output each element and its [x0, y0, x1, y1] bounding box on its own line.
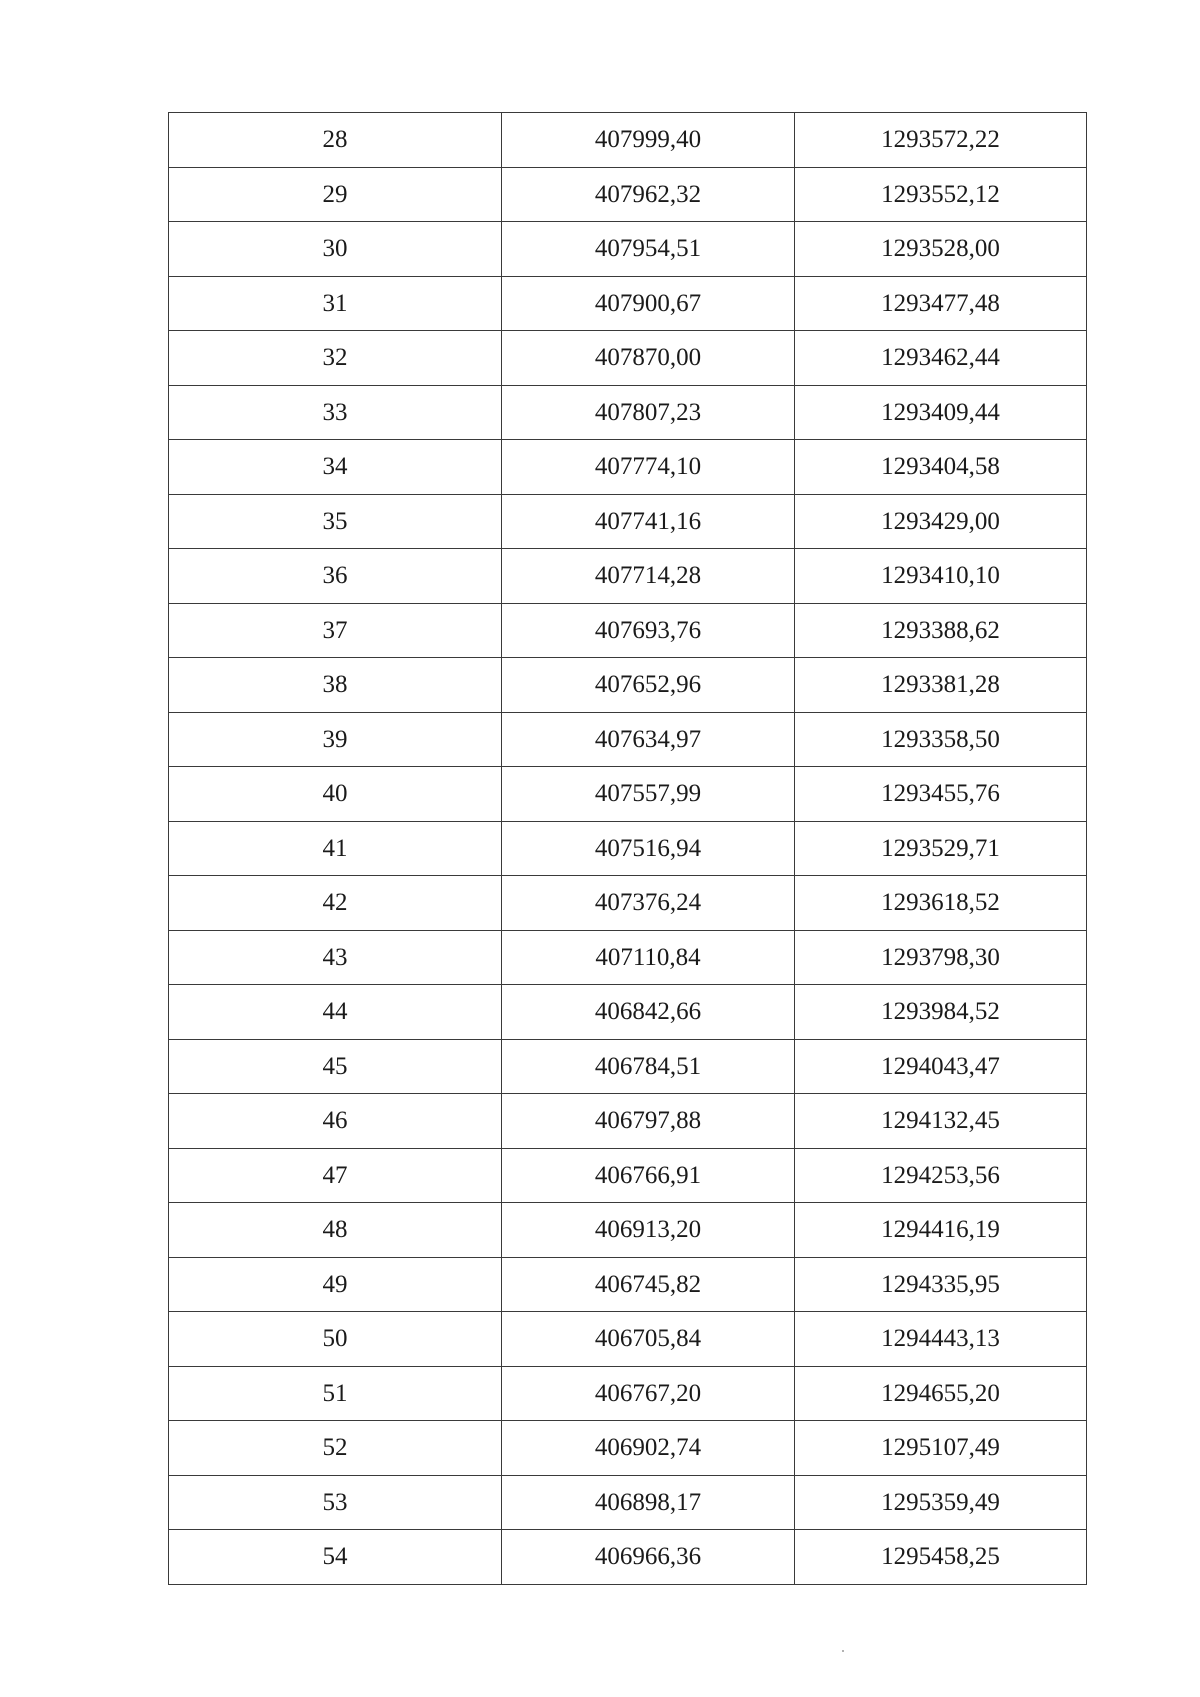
x-coordinate-cell: 407652,96 — [502, 658, 795, 713]
point-number-cell: 43 — [169, 930, 502, 985]
x-coordinate-cell: 406898,17 — [502, 1475, 795, 1530]
point-number-cell: 39 — [169, 712, 502, 767]
x-coordinate-cell: 407807,23 — [502, 385, 795, 440]
x-coordinate-cell: 406797,88 — [502, 1094, 795, 1149]
table-row — [169, 222, 1087, 277]
point-number-cell: 29 — [169, 167, 502, 222]
x-coordinate-cell: 407900,67 — [502, 276, 795, 331]
point-number-cell: 31 — [169, 276, 502, 331]
y-coordinate-cell: 1293409,44 — [795, 385, 1087, 440]
point-number-cell: 46 — [169, 1094, 502, 1149]
x-coordinate-cell: 407714,28 — [502, 549, 795, 604]
table-row — [169, 167, 1087, 222]
y-coordinate-cell: 1295107,49 — [795, 1421, 1087, 1476]
x-coordinate-cell: 407376,24 — [502, 876, 795, 931]
y-coordinate-cell: 1295359,49 — [795, 1475, 1087, 1530]
x-coordinate-cell: 406766,91 — [502, 1148, 795, 1203]
table-row — [169, 712, 1087, 767]
x-coordinate-cell: 407634,97 — [502, 712, 795, 767]
table-row — [169, 930, 1087, 985]
y-coordinate-cell: 1294253,56 — [795, 1148, 1087, 1203]
point-number-cell: 52 — [169, 1421, 502, 1476]
y-coordinate-cell: 1293529,71 — [795, 821, 1087, 876]
table-row — [169, 1366, 1087, 1421]
point-number-cell: 40 — [169, 767, 502, 822]
x-coordinate-cell: 407557,99 — [502, 767, 795, 822]
y-coordinate-cell: 1293388,62 — [795, 603, 1087, 658]
table-row — [169, 549, 1087, 604]
point-number-cell: 48 — [169, 1203, 502, 1258]
y-coordinate-cell: 1293572,22 — [795, 113, 1087, 168]
table-row — [169, 1039, 1087, 1094]
y-coordinate-cell: 1293462,44 — [795, 331, 1087, 386]
y-coordinate-cell: 1294416,19 — [795, 1203, 1087, 1258]
table-row — [169, 1094, 1087, 1149]
table-row — [169, 876, 1087, 931]
table-row — [169, 1257, 1087, 1312]
y-coordinate-cell: 1293410,10 — [795, 549, 1087, 604]
x-coordinate-cell: 406767,20 — [502, 1366, 795, 1421]
coordinates-table-body — [169, 113, 1087, 1585]
x-coordinate-cell: 407774,10 — [502, 440, 795, 495]
y-coordinate-cell: 1293429,00 — [795, 494, 1087, 549]
y-coordinate-cell: 1293455,76 — [795, 767, 1087, 822]
y-coordinate-cell: 1294443,13 — [795, 1312, 1087, 1367]
point-number-cell: 30 — [169, 222, 502, 277]
point-number-cell: 49 — [169, 1257, 502, 1312]
y-coordinate-cell: 1293528,00 — [795, 222, 1087, 277]
y-coordinate-cell: 1293358,50 — [795, 712, 1087, 767]
table-row — [169, 494, 1087, 549]
point-number-cell: 38 — [169, 658, 502, 713]
y-coordinate-cell: 1294335,95 — [795, 1257, 1087, 1312]
point-number-cell: 28 — [169, 113, 502, 168]
y-coordinate-cell: 1293798,30 — [795, 930, 1087, 985]
table-row — [169, 1421, 1087, 1476]
x-coordinate-cell: 407954,51 — [502, 222, 795, 277]
x-coordinate-cell: 407110,84 — [502, 930, 795, 985]
point-number-cell: 45 — [169, 1039, 502, 1094]
y-coordinate-cell: 1293381,28 — [795, 658, 1087, 713]
y-coordinate-cell: 1293618,52 — [795, 876, 1087, 931]
table-row — [169, 331, 1087, 386]
x-coordinate-cell: 407870,00 — [502, 331, 795, 386]
table-row — [169, 985, 1087, 1040]
x-coordinate-cell: 407999,40 — [502, 113, 795, 168]
x-coordinate-cell: 406966,36 — [502, 1530, 795, 1585]
x-coordinate-cell: 406902,74 — [502, 1421, 795, 1476]
y-coordinate-cell: 1294043,47 — [795, 1039, 1087, 1094]
table-row — [169, 821, 1087, 876]
point-number-cell: 36 — [169, 549, 502, 604]
table-row — [169, 440, 1087, 495]
y-coordinate-cell: 1293984,52 — [795, 985, 1087, 1040]
coordinates-table — [168, 112, 1087, 1585]
y-coordinate-cell: 1294132,45 — [795, 1094, 1087, 1149]
x-coordinate-cell: 406705,84 — [502, 1312, 795, 1367]
point-number-cell: 41 — [169, 821, 502, 876]
table-row — [169, 1312, 1087, 1367]
table-row — [169, 603, 1087, 658]
point-number-cell: 51 — [169, 1366, 502, 1421]
point-number-cell: 32 — [169, 331, 502, 386]
y-coordinate-cell: 1293477,48 — [795, 276, 1087, 331]
point-number-cell: 34 — [169, 440, 502, 495]
point-number-cell: 35 — [169, 494, 502, 549]
x-coordinate-cell: 407693,76 — [502, 603, 795, 658]
point-number-cell: 53 — [169, 1475, 502, 1530]
point-number-cell: 33 — [169, 385, 502, 440]
table-row — [169, 385, 1087, 440]
x-coordinate-cell: 406745,82 — [502, 1257, 795, 1312]
table-row — [169, 113, 1087, 168]
point-number-cell: 42 — [169, 876, 502, 931]
x-coordinate-cell: 406784,51 — [502, 1039, 795, 1094]
point-number-cell: 44 — [169, 985, 502, 1040]
x-coordinate-cell: 407741,16 — [502, 494, 795, 549]
table-row — [169, 1203, 1087, 1258]
y-coordinate-cell: 1293404,58 — [795, 440, 1087, 495]
y-coordinate-cell: 1295458,25 — [795, 1530, 1087, 1585]
point-number-cell: 50 — [169, 1312, 502, 1367]
point-number-cell: 54 — [169, 1530, 502, 1585]
table-row — [169, 767, 1087, 822]
x-coordinate-cell: 406842,66 — [502, 985, 795, 1040]
y-coordinate-cell: 1294655,20 — [795, 1366, 1087, 1421]
x-coordinate-cell: 407516,94 — [502, 821, 795, 876]
scan-speck — [842, 1650, 844, 1652]
x-coordinate-cell: 406913,20 — [502, 1203, 795, 1258]
point-number-cell: 37 — [169, 603, 502, 658]
table-row — [169, 1530, 1087, 1585]
table-row — [169, 1475, 1087, 1530]
table-row — [169, 658, 1087, 713]
y-coordinate-cell: 1293552,12 — [795, 167, 1087, 222]
table-row — [169, 1148, 1087, 1203]
table-row — [169, 276, 1087, 331]
point-number-cell: 47 — [169, 1148, 502, 1203]
x-coordinate-cell: 407962,32 — [502, 167, 795, 222]
